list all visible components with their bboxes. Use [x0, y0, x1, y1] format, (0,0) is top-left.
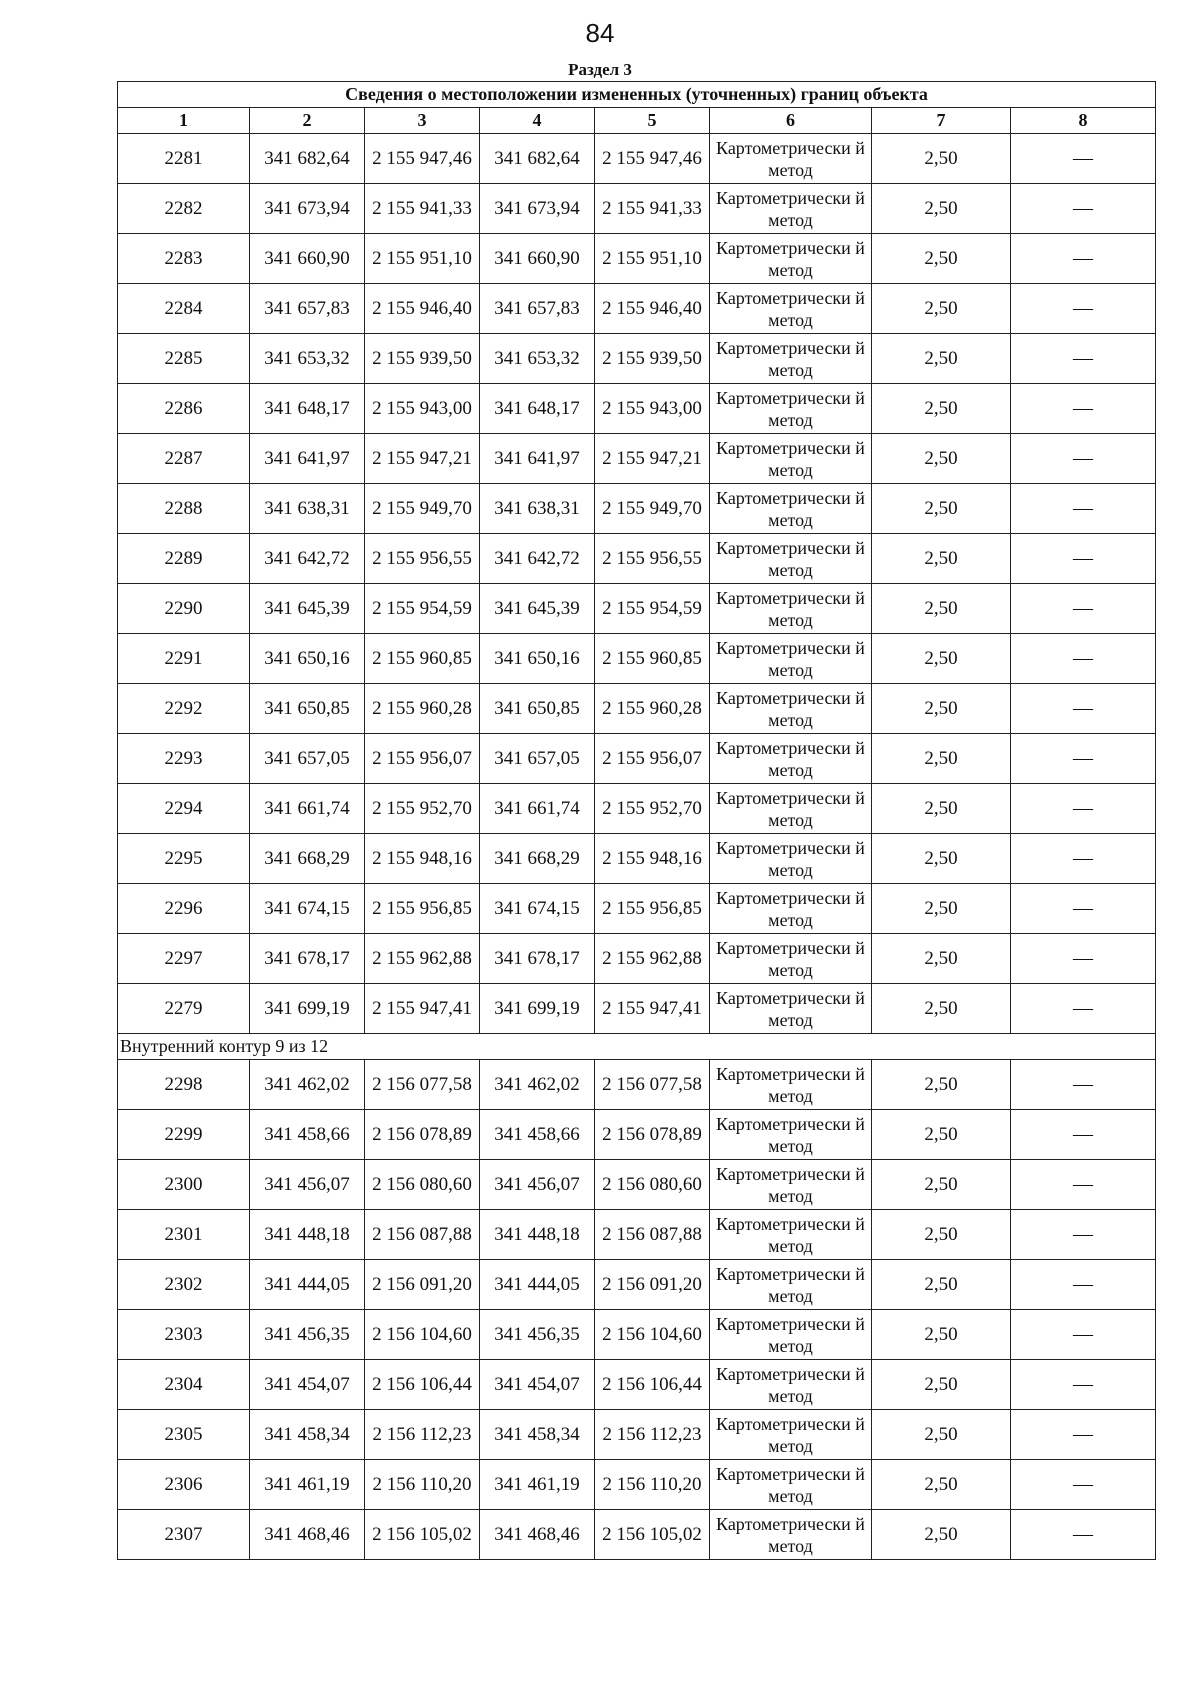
description-cell: — — [1011, 1260, 1156, 1310]
x-existing-cell: 341 638,31 — [250, 484, 365, 534]
accuracy-cell: 2,50 — [872, 884, 1011, 934]
accuracy-cell: 2,50 — [872, 1260, 1011, 1310]
column-number: 3 — [365, 108, 480, 134]
x-existing-cell: 341 642,72 — [250, 534, 365, 584]
table-row — [118, 1060, 1156, 1110]
y-refined-cell: 2 156 080,60 — [595, 1160, 710, 1210]
x-existing-cell: 341 468,46 — [250, 1510, 365, 1560]
y-refined-cell: 2 156 110,20 — [595, 1460, 710, 1510]
x-refined-cell: 341 458,34 — [480, 1410, 595, 1460]
x-refined-cell: 341 641,97 — [480, 434, 595, 484]
y-existing-cell: 2 156 106,44 — [365, 1360, 480, 1410]
x-refined-cell: 341 661,74 — [480, 784, 595, 834]
y-existing-cell: 2 155 956,07 — [365, 734, 480, 784]
y-refined-cell: 2 155 952,70 — [595, 784, 710, 834]
table-body-inner-contour — [118, 1060, 1156, 1560]
accuracy-cell: 2,50 — [872, 1210, 1011, 1260]
y-refined-cell: 2 155 943,00 — [595, 384, 710, 434]
y-refined-cell: 2 155 948,16 — [595, 834, 710, 884]
method-cell: Картометрически й метод — [710, 284, 872, 334]
description-cell: — — [1011, 184, 1156, 234]
y-existing-cell: 2 155 960,28 — [365, 684, 480, 734]
y-existing-cell: 2 155 948,16 — [365, 834, 480, 884]
point-number-cell: 2288 — [118, 484, 250, 534]
x-refined-cell: 341 648,17 — [480, 384, 595, 434]
point-number-cell: 2294 — [118, 784, 250, 834]
x-refined-cell: 341 461,19 — [480, 1460, 595, 1510]
point-number-cell: 2287 — [118, 434, 250, 484]
table-row — [118, 884, 1156, 934]
x-refined-cell: 341 660,90 — [480, 234, 595, 284]
y-refined-cell: 2 156 112,23 — [595, 1410, 710, 1460]
y-refined-cell: 2 155 956,55 — [595, 534, 710, 584]
y-existing-cell: 2 156 112,23 — [365, 1410, 480, 1460]
description-cell: — — [1011, 1210, 1156, 1260]
x-refined-cell: 341 653,32 — [480, 334, 595, 384]
point-number-cell: 2305 — [118, 1410, 250, 1460]
x-refined-cell: 341 674,15 — [480, 884, 595, 934]
description-cell: — — [1011, 884, 1156, 934]
y-existing-cell: 2 156 080,60 — [365, 1160, 480, 1210]
description-cell: — — [1011, 1410, 1156, 1460]
y-refined-cell: 2 156 104,60 — [595, 1310, 710, 1360]
description-cell: — — [1011, 1160, 1156, 1210]
x-existing-cell: 341 650,85 — [250, 684, 365, 734]
description-cell: — — [1011, 334, 1156, 384]
x-existing-cell: 341 657,05 — [250, 734, 365, 784]
description-cell: — — [1011, 134, 1156, 184]
description-cell: — — [1011, 284, 1156, 334]
accuracy-cell: 2,50 — [872, 184, 1011, 234]
point-number-cell: 2300 — [118, 1160, 250, 1210]
table-row — [118, 1160, 1156, 1210]
y-existing-cell: 2 155 956,85 — [365, 884, 480, 934]
accuracy-cell: 2,50 — [872, 484, 1011, 534]
point-number-cell: 2295 — [118, 834, 250, 884]
x-refined-cell: 341 448,18 — [480, 1210, 595, 1260]
description-cell: — — [1011, 784, 1156, 834]
method-cell: Картометрически й метод — [710, 434, 872, 484]
table-row — [118, 784, 1156, 834]
x-existing-cell: 341 699,19 — [250, 984, 365, 1034]
y-refined-cell: 2 155 947,41 — [595, 984, 710, 1034]
y-existing-cell: 2 156 087,88 — [365, 1210, 480, 1260]
description-cell: — — [1011, 584, 1156, 634]
table-caption-row — [118, 82, 1156, 108]
x-existing-cell: 341 448,18 — [250, 1210, 365, 1260]
method-cell: Картометрически й метод — [710, 984, 872, 1034]
y-existing-cell: 2 155 952,70 — [365, 784, 480, 834]
x-existing-cell: 341 650,16 — [250, 634, 365, 684]
accuracy-cell: 2,50 — [872, 434, 1011, 484]
y-refined-cell: 2 155 941,33 — [595, 184, 710, 234]
y-refined-cell: 2 155 946,40 — [595, 284, 710, 334]
method-cell: Картометрически й метод — [710, 1360, 872, 1410]
table-row — [118, 1510, 1156, 1560]
accuracy-cell: 2,50 — [872, 734, 1011, 784]
point-number-cell: 2285 — [118, 334, 250, 384]
accuracy-cell: 2,50 — [872, 334, 1011, 384]
x-existing-cell: 341 641,97 — [250, 434, 365, 484]
method-cell: Картометрически й метод — [710, 1210, 872, 1260]
method-cell: Картометрически й метод — [710, 1110, 872, 1160]
accuracy-cell: 2,50 — [872, 984, 1011, 1034]
y-existing-cell: 2 155 941,33 — [365, 184, 480, 234]
accuracy-cell: 2,50 — [872, 534, 1011, 584]
y-refined-cell: 2 156 106,44 — [595, 1360, 710, 1410]
y-existing-cell: 2 155 946,40 — [365, 284, 480, 334]
accuracy-cell: 2,50 — [872, 134, 1011, 184]
x-refined-cell: 341 444,05 — [480, 1260, 595, 1310]
point-number-cell: 2299 — [118, 1110, 250, 1160]
x-existing-cell: 341 458,66 — [250, 1110, 365, 1160]
y-refined-cell: 2 156 091,20 — [595, 1260, 710, 1310]
x-existing-cell: 341 673,94 — [250, 184, 365, 234]
table-row — [118, 134, 1156, 184]
accuracy-cell: 2,50 — [872, 934, 1011, 984]
method-cell: Картометрически й метод — [710, 884, 872, 934]
y-existing-cell: 2 156 105,02 — [365, 1510, 480, 1560]
y-refined-cell: 2 155 947,46 — [595, 134, 710, 184]
description-cell: — — [1011, 1110, 1156, 1160]
description-cell: — — [1011, 1460, 1156, 1510]
method-cell: Картометрически й метод — [710, 1060, 872, 1110]
description-cell: — — [1011, 384, 1156, 434]
x-refined-cell: 341 657,83 — [480, 284, 595, 334]
method-cell: Картометрически й метод — [710, 634, 872, 684]
table-row — [118, 1410, 1156, 1460]
accuracy-cell: 2,50 — [872, 284, 1011, 334]
description-cell: — — [1011, 984, 1156, 1034]
point-number-cell: 2291 — [118, 634, 250, 684]
method-cell: Картометрически й метод — [710, 784, 872, 834]
accuracy-cell: 2,50 — [872, 1160, 1011, 1210]
column-number: 7 — [872, 108, 1011, 134]
method-cell: Картометрически й метод — [710, 134, 872, 184]
table-body-main-contour — [118, 134, 1156, 1034]
point-number-cell: 2301 — [118, 1210, 250, 1260]
contour-heading-row — [118, 1034, 1156, 1060]
x-refined-cell: 341 678,17 — [480, 934, 595, 984]
x-existing-cell: 341 674,15 — [250, 884, 365, 934]
y-existing-cell: 2 155 956,55 — [365, 534, 480, 584]
description-cell: — — [1011, 1060, 1156, 1110]
column-number: 6 — [710, 108, 872, 134]
point-number-cell: 2282 — [118, 184, 250, 234]
description-cell: — — [1011, 1510, 1156, 1560]
table-row — [118, 1210, 1156, 1260]
description-cell: — — [1011, 734, 1156, 784]
column-number: 5 — [595, 108, 710, 134]
table-row — [118, 834, 1156, 884]
point-number-cell: 2304 — [118, 1360, 250, 1410]
y-existing-cell: 2 156 104,60 — [365, 1310, 480, 1360]
description-cell: — — [1011, 834, 1156, 884]
accuracy-cell: 2,50 — [872, 1360, 1011, 1410]
y-refined-cell: 2 155 951,10 — [595, 234, 710, 284]
y-existing-cell: 2 155 947,41 — [365, 984, 480, 1034]
method-cell: Картометрически й метод — [710, 734, 872, 784]
x-refined-cell: 341 456,35 — [480, 1310, 595, 1360]
y-existing-cell: 2 155 947,46 — [365, 134, 480, 184]
y-refined-cell: 2 155 956,07 — [595, 734, 710, 784]
page-number: 84 — [585, 18, 615, 48]
y-existing-cell: 2 155 947,21 — [365, 434, 480, 484]
table-row — [118, 1360, 1156, 1410]
table-row — [118, 1310, 1156, 1360]
description-cell: — — [1011, 434, 1156, 484]
accuracy-cell: 2,50 — [872, 584, 1011, 634]
x-existing-cell: 341 454,07 — [250, 1360, 365, 1410]
y-existing-cell: 2 156 078,89 — [365, 1110, 480, 1160]
x-existing-cell: 341 444,05 — [250, 1260, 365, 1310]
table-row — [118, 934, 1156, 984]
x-existing-cell: 341 458,34 — [250, 1410, 365, 1460]
y-existing-cell: 2 155 954,59 — [365, 584, 480, 634]
x-existing-cell: 341 668,29 — [250, 834, 365, 884]
method-cell: Картометрически й метод — [710, 384, 872, 434]
section-title: Раздел 3 — [568, 60, 632, 79]
y-existing-cell: 2 155 960,85 — [365, 634, 480, 684]
method-cell: Картометрически й метод — [710, 584, 872, 634]
table-row — [118, 584, 1156, 634]
table-row — [118, 284, 1156, 334]
table-row — [118, 334, 1156, 384]
table-row — [118, 1110, 1156, 1160]
x-refined-cell: 341 699,19 — [480, 984, 595, 1034]
x-refined-cell: 341 642,72 — [480, 534, 595, 584]
x-existing-cell: 341 661,74 — [250, 784, 365, 834]
method-cell: Картометрически й метод — [710, 1460, 872, 1510]
column-number: 8 — [1011, 108, 1156, 134]
x-existing-cell: 341 682,64 — [250, 134, 365, 184]
y-existing-cell: 2 155 962,88 — [365, 934, 480, 984]
x-existing-cell: 341 660,90 — [250, 234, 365, 284]
x-existing-cell: 341 645,39 — [250, 584, 365, 634]
table-row — [118, 184, 1156, 234]
y-refined-cell: 2 155 954,59 — [595, 584, 710, 634]
x-refined-cell: 341 468,46 — [480, 1510, 595, 1560]
y-refined-cell: 2 156 087,88 — [595, 1210, 710, 1260]
y-existing-cell: 2 155 943,00 — [365, 384, 480, 434]
column-number: 4 — [480, 108, 595, 134]
boundary-coordinates-table — [117, 81, 1156, 1560]
point-number-cell: 2279 — [118, 984, 250, 1034]
x-refined-cell: 341 682,64 — [480, 134, 595, 184]
x-existing-cell: 341 456,35 — [250, 1310, 365, 1360]
table-row — [118, 684, 1156, 734]
point-number-cell: 2284 — [118, 284, 250, 334]
method-cell: Картометрически й метод — [710, 1410, 872, 1460]
point-number-cell: 2298 — [118, 1060, 250, 1110]
table-row — [118, 734, 1156, 784]
x-existing-cell: 341 678,17 — [250, 934, 365, 984]
accuracy-cell: 2,50 — [872, 634, 1011, 684]
accuracy-cell: 2,50 — [872, 384, 1011, 434]
description-cell: — — [1011, 534, 1156, 584]
point-number-cell: 2306 — [118, 1460, 250, 1510]
accuracy-cell: 2,50 — [872, 834, 1011, 884]
x-refined-cell: 341 650,16 — [480, 634, 595, 684]
accuracy-cell: 2,50 — [872, 1460, 1011, 1510]
table-row — [118, 634, 1156, 684]
accuracy-cell: 2,50 — [872, 1510, 1011, 1560]
point-number-cell: 2297 — [118, 934, 250, 984]
method-cell: Картометрически й метод — [710, 1260, 872, 1310]
y-existing-cell: 2 155 939,50 — [365, 334, 480, 384]
point-number-cell: 2283 — [118, 234, 250, 284]
x-existing-cell: 341 653,32 — [250, 334, 365, 384]
table-row — [118, 434, 1156, 484]
method-cell: Картометрически й метод — [710, 1510, 872, 1560]
y-refined-cell: 2 155 947,21 — [595, 434, 710, 484]
x-refined-cell: 341 645,39 — [480, 584, 595, 634]
table-caption: Сведения о местоположении измененных (уточненных) границ объекта — [118, 82, 1156, 108]
column-number: 1 — [118, 108, 250, 134]
description-cell: — — [1011, 684, 1156, 734]
method-cell: Картометрически й метод — [710, 534, 872, 584]
accuracy-cell: 2,50 — [872, 1310, 1011, 1360]
table-row — [118, 234, 1156, 284]
point-number-cell: 2281 — [118, 134, 250, 184]
x-refined-cell: 341 650,85 — [480, 684, 595, 734]
y-refined-cell: 2 155 956,85 — [595, 884, 710, 934]
accuracy-cell: 2,50 — [872, 1060, 1011, 1110]
x-refined-cell: 341 456,07 — [480, 1160, 595, 1210]
y-existing-cell: 2 155 949,70 — [365, 484, 480, 534]
x-existing-cell: 341 456,07 — [250, 1160, 365, 1210]
y-refined-cell: 2 156 078,89 — [595, 1110, 710, 1160]
accuracy-cell: 2,50 — [872, 1410, 1011, 1460]
x-refined-cell: 341 668,29 — [480, 834, 595, 884]
table-row — [118, 384, 1156, 434]
point-number-cell: 2303 — [118, 1310, 250, 1360]
point-number-cell: 2292 — [118, 684, 250, 734]
table-row — [118, 484, 1156, 534]
x-existing-cell: 341 648,17 — [250, 384, 365, 434]
description-cell: — — [1011, 1360, 1156, 1410]
x-existing-cell: 341 461,19 — [250, 1460, 365, 1510]
method-cell: Картометрически й метод — [710, 184, 872, 234]
method-cell: Картометрически й метод — [710, 934, 872, 984]
point-number-cell: 2296 — [118, 884, 250, 934]
x-refined-cell: 341 673,94 — [480, 184, 595, 234]
y-existing-cell: 2 156 077,58 — [365, 1060, 480, 1110]
point-number-cell: 2307 — [118, 1510, 250, 1560]
point-number-cell: 2286 — [118, 384, 250, 434]
y-refined-cell: 2 155 962,88 — [595, 934, 710, 984]
y-existing-cell: 2 156 091,20 — [365, 1260, 480, 1310]
method-cell: Картометрически й метод — [710, 234, 872, 284]
contour-heading: Внутренний контур 9 из 12 — [118, 1034, 1156, 1060]
y-existing-cell: 2 155 951,10 — [365, 234, 480, 284]
method-cell: Картометрически й метод — [710, 1160, 872, 1210]
method-cell: Картометрически й метод — [710, 334, 872, 384]
x-refined-cell: 341 657,05 — [480, 734, 595, 784]
y-refined-cell: 2 155 949,70 — [595, 484, 710, 534]
x-existing-cell: 341 657,83 — [250, 284, 365, 334]
x-refined-cell: 341 454,07 — [480, 1360, 595, 1410]
x-existing-cell: 341 462,02 — [250, 1060, 365, 1110]
description-cell: — — [1011, 484, 1156, 534]
y-refined-cell: 2 155 960,28 — [595, 684, 710, 734]
description-cell: — — [1011, 1310, 1156, 1360]
y-refined-cell: 2 156 077,58 — [595, 1060, 710, 1110]
table-row — [118, 1260, 1156, 1310]
point-number-cell: 2293 — [118, 734, 250, 784]
method-cell: Картометрически й метод — [710, 684, 872, 734]
accuracy-cell: 2,50 — [872, 684, 1011, 734]
description-cell: — — [1011, 234, 1156, 284]
accuracy-cell: 2,50 — [872, 234, 1011, 284]
accuracy-cell: 2,50 — [872, 1110, 1011, 1160]
method-cell: Картометрически й метод — [710, 834, 872, 884]
point-number-cell: 2290 — [118, 584, 250, 634]
y-refined-cell: 2 156 105,02 — [595, 1510, 710, 1560]
method-cell: Картометрически й метод — [710, 484, 872, 534]
x-refined-cell: 341 638,31 — [480, 484, 595, 534]
description-cell: — — [1011, 934, 1156, 984]
point-number-cell: 2302 — [118, 1260, 250, 1310]
table-row — [118, 534, 1156, 584]
y-existing-cell: 2 156 110,20 — [365, 1460, 480, 1510]
accuracy-cell: 2,50 — [872, 784, 1011, 834]
method-cell: Картометрически й метод — [710, 1310, 872, 1360]
column-number: 2 — [250, 108, 365, 134]
x-refined-cell: 341 458,66 — [480, 1110, 595, 1160]
table-row — [118, 984, 1156, 1034]
x-refined-cell: 341 462,02 — [480, 1060, 595, 1110]
point-number-cell: 2289 — [118, 534, 250, 584]
description-cell: — — [1011, 634, 1156, 684]
table-row — [118, 1460, 1156, 1510]
y-refined-cell: 2 155 939,50 — [595, 334, 710, 384]
y-refined-cell: 2 155 960,85 — [595, 634, 710, 684]
column-number-row — [118, 108, 1156, 134]
